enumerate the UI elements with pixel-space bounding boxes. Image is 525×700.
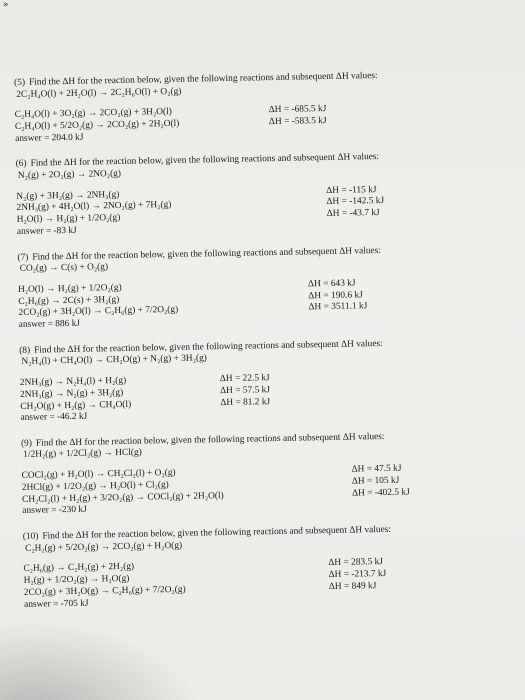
enthalpy-value: ΔH = 643 kJ	[307, 278, 356, 290]
enthalpy-value: ΔH = 105 kJ	[351, 475, 400, 487]
reaction-equation: 2CO₂(g) + 3H₂O(g) → C₂H₆(g) + 7/2O₂(g)	[23, 584, 186, 598]
enthalpy-value: ΔH = -685.5 kJ	[268, 104, 327, 116]
reaction-equation: N₂(g) + 3H₂(g) → 2NH₃(g)	[16, 189, 120, 202]
reaction-equation: C₂H₄O(l) + 5/2O₂(g) → 2CO₂(g) + 2H₂O(l)	[14, 118, 180, 132]
question-text: Find the ΔH for the reaction below, given the following reactions and subsequent ΔH values:	[30, 152, 380, 170]
corner-mark: »	[3, 0, 9, 10]
target-reaction: N₂H₄(l) + CH₄O(l) → CH₂O(g) + N₂(g) + 3H₂(g)	[21, 353, 207, 368]
problem-7	[17, 243, 518, 332]
answer-line: answer = -230 kJ	[22, 505, 87, 517]
answer-line: answer = -705 kJ	[24, 598, 89, 610]
answer-line: answer = -83 kJ	[16, 225, 77, 237]
enthalpy-value: ΔH = 190.6 kJ	[308, 289, 363, 301]
reaction-equation: C₂H₆(g) → 2C(s) + 3H₂(g)	[18, 294, 120, 307]
question-text: Find the ΔH for the reaction below, given the following reactions and subsequent ΔH values:	[42, 524, 392, 542]
problem-6	[16, 150, 517, 239]
reaction-equation: 2NH₃(g) → N₂H₄(l) + H₂(g)	[19, 375, 127, 388]
question-text: Find the ΔH for the reaction below, given the following reactions and subsequent ΔH values:	[34, 338, 383, 356]
question-text: Find the ΔH for the reaction below, given the following reactions and subsequent ΔH values:	[35, 431, 385, 449]
answer-line: answer = 204.0 kJ	[15, 132, 84, 144]
reaction-equation: CH₂Cl₂(l) + H₂(g) + 3/2O₂(g) → COCl₂(g) + 2H₂O(l)	[21, 490, 224, 505]
reaction-equation: C₂H₄O(l) + 3O₂(g) → 2CO₂(g) + 3H₂O(l)	[14, 107, 172, 121]
reaction-equation: CH₂O(g) + H₂(g) → CH₄O(l)	[20, 399, 132, 412]
enthalpy-value: ΔH = -402.5 kJ	[351, 487, 410, 499]
answer-line: answer = -46.2 kJ	[20, 411, 88, 424]
enthalpy-value: ΔH = 3511.1 kJ	[308, 301, 368, 313]
problem-8	[19, 336, 520, 425]
reaction-equation: 2NH₃(g) + 4H₂O(l) → 2NO₂(g) + 7H₂(g)	[16, 200, 172, 214]
enthalpy-value: ΔH = -43.7 kJ	[326, 208, 380, 220]
enthalpy-value: ΔH = 283.5 kJ	[328, 557, 384, 569]
question-text: Find the ΔH for the reaction below, given the following reactions and subsequent ΔH values:	[28, 71, 378, 88]
reaction-equation: H₂O(l) → H₂(g) + 1/2O₂(g)	[16, 213, 121, 226]
reaction-equation: COCl₂(g) + H₂O(l) → CH₂Cl₂(l) + O₂(g)	[21, 468, 176, 482]
problem-number: (6)	[15, 159, 27, 170]
reaction-equation: H₂O(l) → H₂(g) + 1/2O₂(g)	[17, 282, 122, 295]
enthalpy-value: ΔH = 47.5 kJ	[351, 463, 402, 475]
target-reaction: 2C₂H₄O(l) + 2H₂O(l) → 2C₂H₆O(l) + O₂(g)	[16, 86, 182, 100]
target-reaction: CO₂(g) → C(s) + O₂(g)	[19, 262, 109, 275]
reaction-equation: C₂H₆(g) → C₂H₂(g) + 2H₂(g)	[23, 562, 135, 575]
problem-5	[14, 68, 515, 145]
enthalpy-value: ΔH = 57.5 kJ	[219, 384, 271, 396]
problem-number: (5)	[14, 77, 26, 88]
reaction-equation: 2CO₂(g) + 3H₂O(l) → C₂H₆(g) + 7/2O₂(g)	[18, 305, 179, 319]
reaction-equation: H₂(g) + 1/2O₂(g) → H₂O(g)	[23, 573, 130, 586]
enthalpy-value: ΔH = 22.5 kJ	[219, 373, 270, 385]
problem-number: (9)	[20, 438, 33, 449]
problem-9	[21, 429, 522, 518]
target-reaction: C₂H₂(g) + 5/2O₂(g) → 2CO₂(g) + H₂O(g)	[24, 540, 183, 554]
enthalpy-value: ΔH = -142.5 kJ	[326, 196, 385, 208]
question-text: Find the ΔH for the reaction below, given the following reactions and subsequent ΔH values:	[32, 245, 382, 263]
reaction-equation: 2NH₃(g) → N₂(g) + 3H₂(g)	[19, 387, 124, 400]
enthalpy-value: ΔH = 81.2 kJ	[220, 396, 271, 408]
problem-number: (7)	[17, 252, 29, 263]
problem-10	[23, 522, 524, 611]
enthalpy-value: ΔH = 849 kJ	[328, 580, 377, 592]
reaction-equation: 2HCl(g) + 1/2O₂(g) → H₂O(l) + Cl₂(g)	[21, 479, 169, 493]
problem-number: (8)	[19, 345, 31, 356]
photo-shadow	[0, 620, 200, 700]
target-reaction: 1/2H₂(g) + 1/2Cl₂(g) → HCl(g)	[23, 448, 142, 461]
answer-line: answer = 886 kJ	[18, 318, 81, 331]
worksheet-document	[14, 68, 524, 625]
target-reaction: N₂(g) + 2O₂(g) → 2NO₂(g)	[17, 168, 122, 181]
enthalpy-value: ΔH = -213.7 kJ	[328, 568, 387, 581]
enthalpy-value: ΔH = -115 kJ	[326, 184, 377, 196]
enthalpy-value: ΔH = -583.5 kJ	[268, 115, 327, 128]
problem-number: (10)	[22, 531, 39, 542]
